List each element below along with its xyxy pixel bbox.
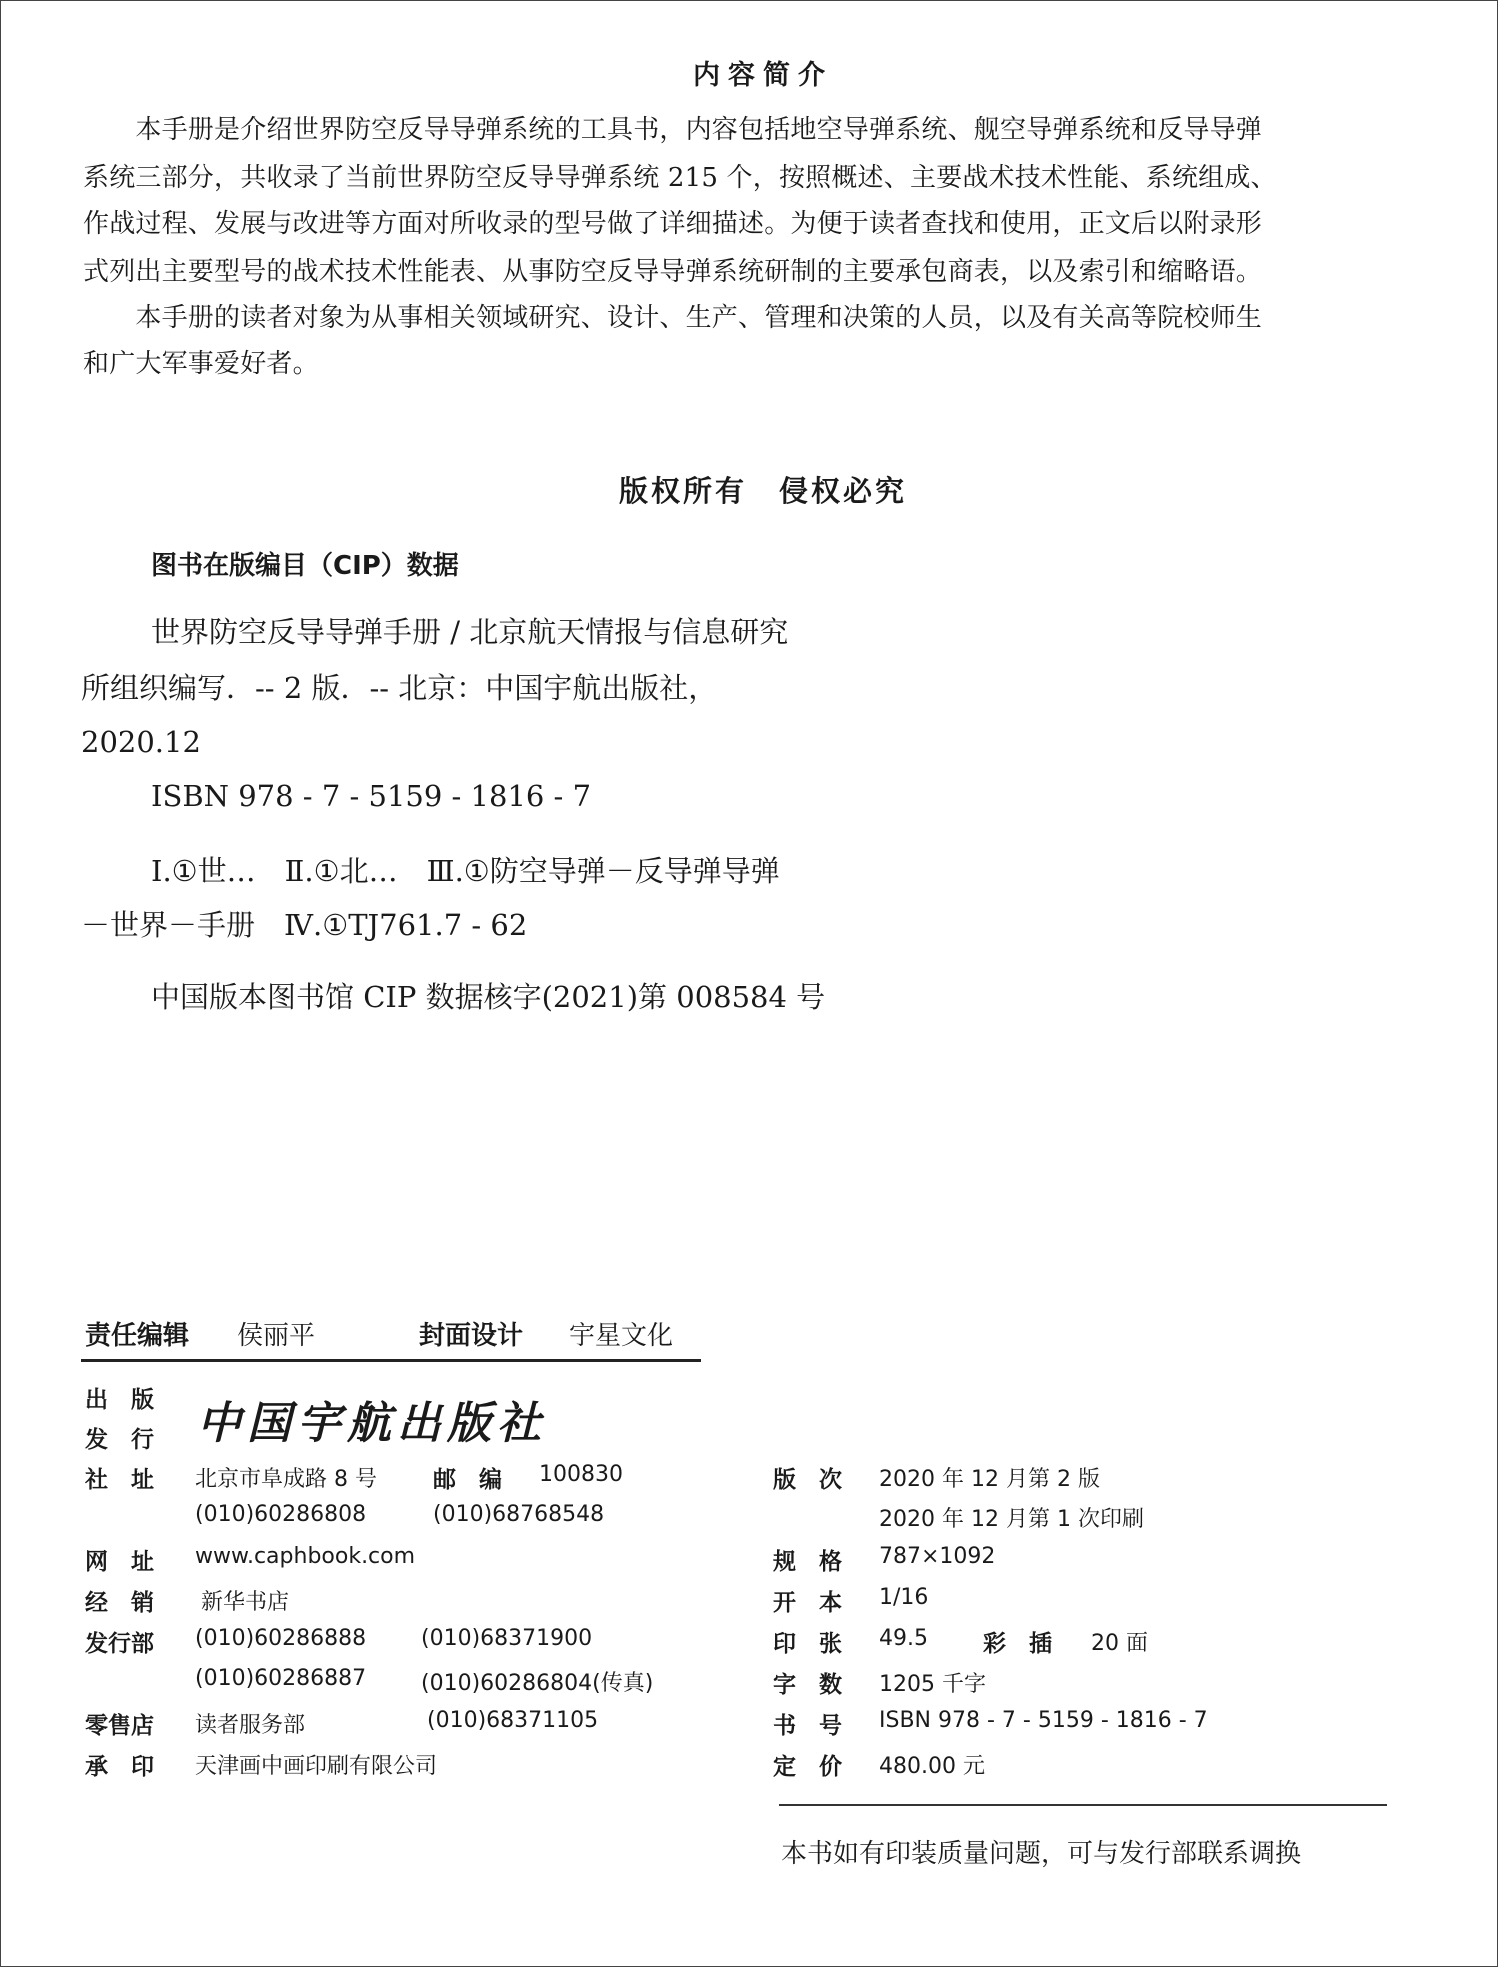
sheets-value: 49.5 xyxy=(879,1626,928,1651)
retail-label: 零售店 xyxy=(85,1713,154,1739)
postcode-value: 100830 xyxy=(539,1462,623,1487)
words-value: 1205 千字 xyxy=(879,1672,986,1697)
address-value: 北京市阜成路 8 号 xyxy=(195,1467,377,1492)
isbn-value: ISBN 978 - 7 - 5159 - 1816 - 7 xyxy=(879,1708,1208,1733)
editor-label: 责任编辑 xyxy=(85,1321,190,1351)
phone-value: (010)68768548 xyxy=(433,1502,605,1527)
design-label: 封面设计 xyxy=(419,1321,524,1351)
retail-phone: (010)68371105 xyxy=(427,1708,599,1733)
editor-value: 侯丽平 xyxy=(237,1321,316,1351)
website-label: 网 址 xyxy=(85,1549,154,1575)
dist-fax: (010)60286804(传真) xyxy=(421,1671,654,1696)
edition-label: 版 次 xyxy=(773,1467,842,1493)
isbn-label: 书 号 xyxy=(773,1713,842,1739)
dist-phone: (010)60286888 xyxy=(195,1626,367,1651)
seller-value: 新华书店 xyxy=(201,1590,290,1615)
publisher-label: 出 版 xyxy=(85,1387,154,1413)
intro-line: 本手册是介绍世界防空反导导弹系统的工具书，内容包括地空导弹系统、舰空导弹系统和反导导弹 xyxy=(83,115,1263,145)
intro-title: 内容简介 xyxy=(693,60,833,91)
website-value: www.caphbook.com xyxy=(195,1544,416,1569)
intro-line: 和广大军事爱好者。 xyxy=(83,349,319,379)
postcode-label: 邮 编 xyxy=(433,1467,502,1493)
cip-heading: 图书在版编目（CIP）数据 xyxy=(151,551,459,581)
address-label: 社 址 xyxy=(85,1467,154,1493)
intro-line: 系统三部分，共收录了当前世界防空反导导弹系统 215 个，按照概述、主要战术技术性能、系统组成、 xyxy=(83,163,1277,193)
intro-line: 本手册的读者对象为从事相关领域研究、设计、生产、管理和决策的人员，以及有关高等院校师生 xyxy=(83,303,1263,333)
copyright-title: 版权所有 侵权必究 xyxy=(618,474,907,508)
intro-line: 式列出主要型号的战术技术性能表、从事防空反导导弹系统研制的主要承包商表，以及索引和缩略语。 xyxy=(83,257,1263,287)
cip-line: －世界－手册 Ⅳ.①TJ761.7 - 62 xyxy=(81,908,528,942)
cip-line: Ⅰ.①世… Ⅱ.①北… Ⅲ.①防空导弹－反导弹导弹 xyxy=(151,854,780,888)
format-value: 1/16 xyxy=(879,1585,929,1610)
colophon-header xyxy=(81,1315,701,1362)
cip-line: 所组织编写．-- 2 版．-- 北京：中国宇航出版社， xyxy=(81,671,718,705)
format-label: 开 本 xyxy=(773,1590,842,1616)
cip-line: 中国版本图书馆 CIP 数据核字(2021)第 008584 号 xyxy=(151,980,826,1014)
footer-divider xyxy=(779,1804,1387,1806)
printer-label: 承 印 xyxy=(85,1754,154,1780)
spec-label: 规 格 xyxy=(773,1549,842,1575)
footer-note: 本书如有印装质量问题，可与发行部联系调换 xyxy=(781,1839,1302,1869)
printer-value: 天津画中画印刷有限公司 xyxy=(195,1754,438,1779)
edition-value: 2020 年 12 月第 2 版 xyxy=(879,1467,1100,1492)
plates-value: 20 面 xyxy=(1091,1631,1148,1656)
plates-label: 彩 插 xyxy=(983,1631,1052,1657)
dist-label: 发行部 xyxy=(85,1631,154,1657)
cip-line: 2020.12 xyxy=(81,725,201,759)
cip-line: ISBN 978 - 7 - 5159 - 1816 - 7 xyxy=(151,779,592,813)
retail-value: 读者服务部 xyxy=(195,1713,306,1738)
price-value: 480.00 元 xyxy=(879,1754,985,1779)
dist-phone: (010)60286887 xyxy=(195,1666,367,1691)
phone-value: (010)60286808 xyxy=(195,1502,367,1527)
intro-line: 作战过程、发展与改进等方面对所收录的型号做了详细描述。为便于读者查找和使用，正文后以附录形 xyxy=(83,209,1263,239)
seller-label: 经 销 xyxy=(85,1590,154,1616)
publisher-label: 发 行 xyxy=(85,1427,154,1453)
dist-phone: (010)68371900 xyxy=(421,1626,593,1651)
spec-value: 787×1092 xyxy=(879,1544,996,1569)
price-label: 定 价 xyxy=(773,1754,842,1780)
design-value: 宇星文化 xyxy=(569,1321,674,1351)
sheets-label: 印 张 xyxy=(773,1631,842,1657)
cip-line: 世界防空反导导弹手册 / 北京航天情报与信息研究 xyxy=(151,615,789,649)
publisher-logo: 中国宇航出版社 xyxy=(197,1398,547,1449)
printing-value: 2020 年 12 月第 1 次印刷 xyxy=(879,1507,1144,1532)
words-label: 字 数 xyxy=(773,1672,842,1698)
